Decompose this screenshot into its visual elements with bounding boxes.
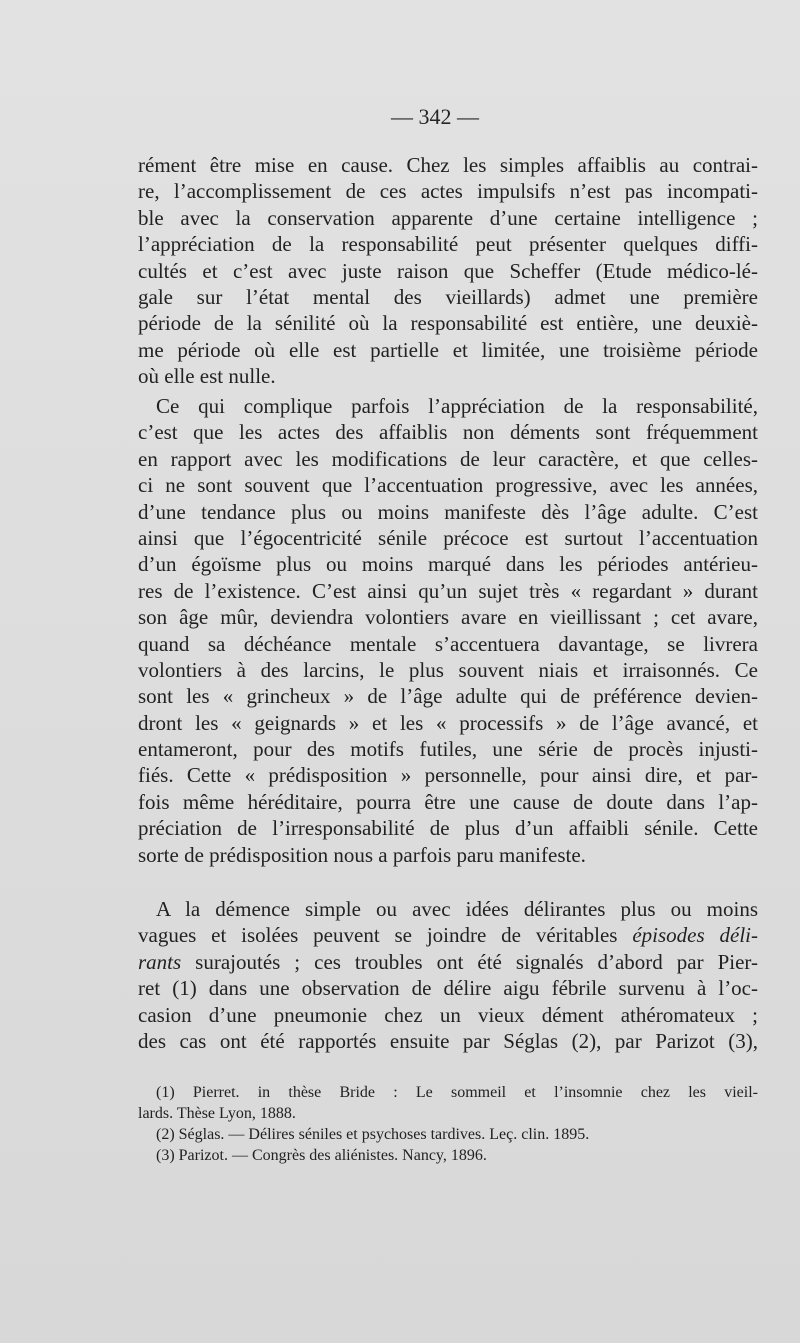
text-line: l’appréciation de la responsabilité peut présenter quelques diffi- (138, 232, 758, 257)
paragraph-2 (138, 393, 758, 868)
text-line: entameront, pour des motifs futiles, une série de procès injusti- (138, 737, 758, 762)
italic-term: épisodes déli- (632, 923, 758, 948)
text-line (138, 949, 758, 975)
paragraph-3 (138, 896, 758, 1054)
text-line: casion d’une pneumonie chez un vieux dément athéromateux ; (138, 1002, 758, 1027)
text-line: c’est que les actes des affaiblis non déments sont fréquemment (138, 420, 758, 445)
text-line: dront les « geignards » et les « processifs » de l’âge avancé, et (138, 710, 758, 735)
text-line: quand sa déchéance mentale s’accentuera davantage, se livrera (138, 631, 758, 656)
text-line: rément être mise en cause. Chez les simples affaiblis au contrai- (138, 153, 758, 177)
text-line: res de l’existence. C’est ainsi qu’un sujet très « regardant » durant (138, 578, 758, 603)
text-line: sont les « grincheux » de l’âge adulte qui de préférence devien- (138, 684, 758, 709)
footnote-line: (3) Parizot. — Congrès des aliénistes. Nancy, 1896. (156, 1147, 487, 1164)
footnote-line: (1) Pierret. in thèse Bride : Le sommeil et l’insomnie chez les vieil- (156, 1084, 758, 1101)
text-line: d’un égoïsme plus ou moins marqué dans les périodes antérieu- (138, 552, 758, 577)
text-line: volontiers à des larcins, le plus souvent niais et irraisonnés. Ce (138, 657, 758, 682)
text-line: en rapport avec les modifications de leur caractère, et que celles- (138, 446, 758, 471)
italic-term: rants (138, 949, 182, 974)
text-line: A la démence simple ou avec idées délirantes plus ou moins (156, 897, 758, 921)
paragraph-1 (138, 152, 758, 390)
text-run: vagues et isolées peuvent se joindre de véritables (138, 923, 633, 948)
footnote-line: (2) Séglas. — Délires séniles et psychoses tardives. Leç. clin. 1895. (156, 1126, 590, 1143)
text-line: fois même héréditaire, pourra être une cause de doute dans l’ap- (138, 789, 758, 814)
page-number: — 342 — (391, 104, 479, 129)
text-line: Ce qui complique parfois l’appréciation de la responsabilité, (156, 394, 758, 418)
text-line: des cas ont été rapportés ensuite par Séglas (2), par Parizot (3), (138, 1028, 758, 1053)
text-line: préciation de l’irresponsabilité de plus d’un affaibli sénile. Cette (138, 816, 758, 841)
text-line: son âge mûr, deviendra volontiers avare en vieillissant ; cet avare, (138, 605, 758, 630)
text-line: gale sur l’état mental des vieillards) admet une première (138, 284, 758, 309)
text-line: sorte de prédisposition nous a parfois paru manifeste. (138, 842, 586, 867)
text-line: ret (1) dans une observation de délire aigu fébrile survenu à l’oc- (138, 976, 758, 1001)
text-line: me période où elle est partielle et limitée, une troisième période (138, 337, 758, 362)
text-line: cultés et c’est avec juste raison que Scheffer (Etude médico-lé- (138, 258, 758, 283)
text-run: surajoutés ; ces troubles ont été signalés d’abord par Pier- (181, 949, 758, 974)
footnote-line: lards. Thèse Lyon, 1888. (138, 1105, 296, 1122)
text-line: ci ne sont souvent que l’accentuation progressive, avec les années, (138, 473, 758, 498)
text-line: ble avec la conservation apparente d’une certaine intelligence ; (138, 205, 758, 230)
text-line: fiés. Cette « prédisposition » personnelle, pour ainsi dire, et par- (138, 763, 758, 788)
text-line: où elle est nulle. (138, 364, 276, 389)
footnotes (138, 1082, 758, 1166)
text-line: re, l’accomplissement de ces actes impulsifs n’est pas incompati- (138, 179, 758, 204)
text-line: ainsi que l’égocentricité sénile précoce est surtout l’accentuation (138, 525, 758, 550)
text-line: période de la sénilité où la responsabilité est entière, une deuxiè- (138, 311, 758, 336)
text-line: d’une tendance plus ou moins manifeste dès l’âge adulte. C’est (138, 499, 758, 524)
text-line (138, 922, 758, 948)
